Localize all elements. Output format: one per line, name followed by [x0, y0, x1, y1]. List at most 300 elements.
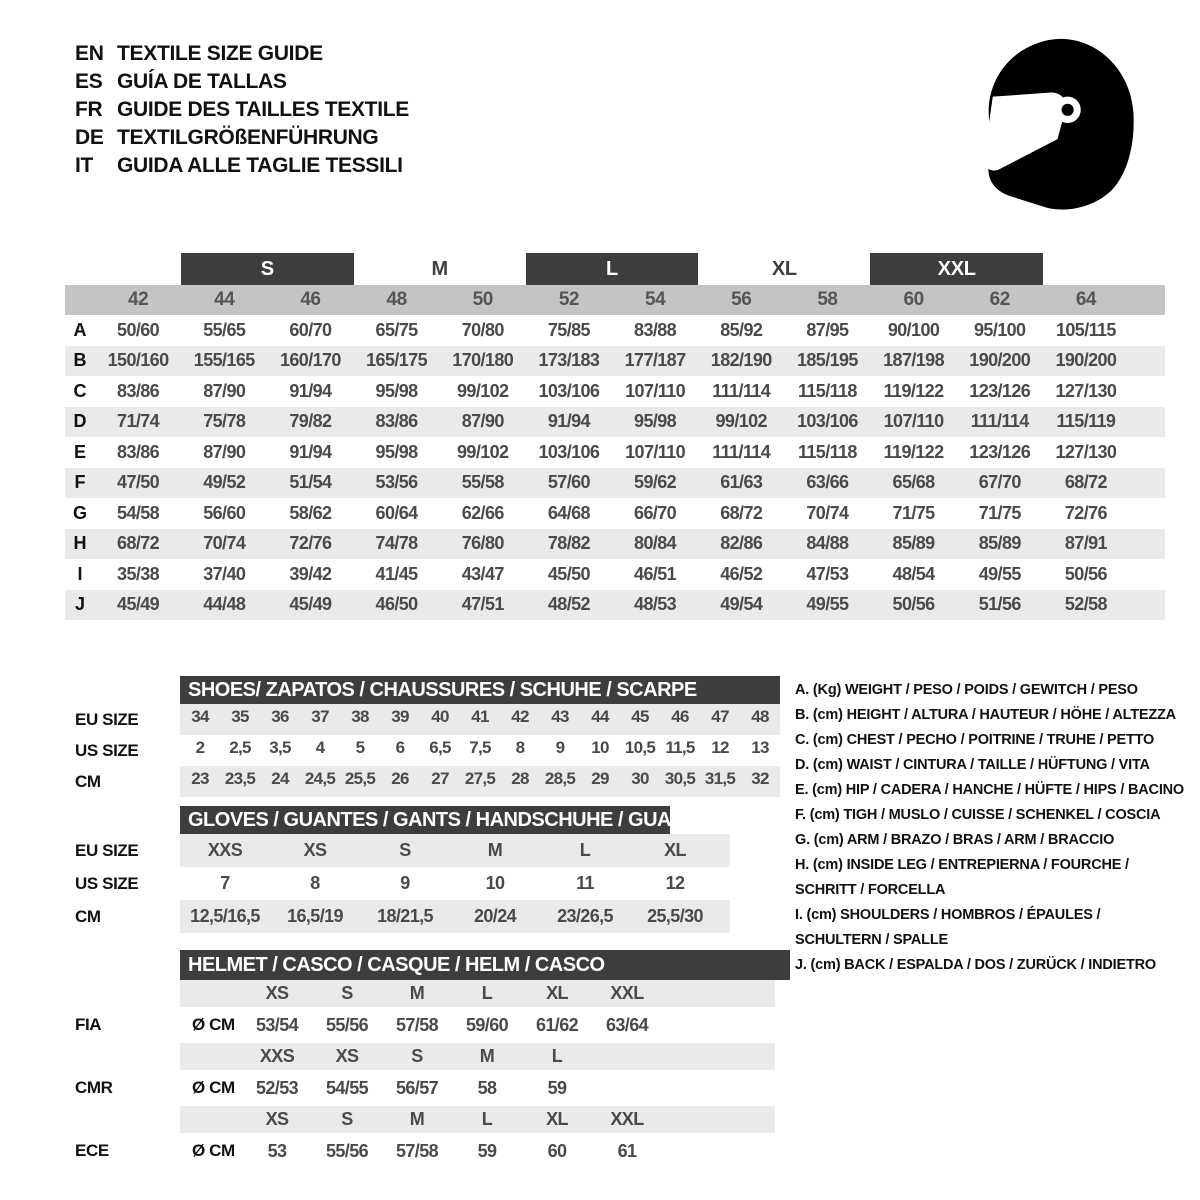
size-column-header: 44: [214, 289, 235, 310]
table-row: [180, 834, 730, 867]
language-code: IT: [75, 154, 94, 177]
size-value: 35/38: [117, 563, 160, 584]
size-value: 44/48: [203, 594, 246, 615]
value-cell: 29: [591, 768, 609, 788]
value-cell: 58: [477, 1077, 497, 1098]
size-value: 90/100: [887, 319, 940, 340]
measurement-legend: [795, 678, 1195, 978]
size-value: 64/68: [547, 502, 590, 523]
size-value: 127/130: [1055, 380, 1117, 401]
size-value: 123/126: [969, 380, 1031, 401]
measure-letter: F: [74, 472, 86, 493]
size-column-header: 42: [128, 289, 149, 310]
legend-item: [795, 753, 1195, 778]
value-cell: XS: [265, 1109, 289, 1129]
size-value: 47/51: [461, 594, 504, 615]
size-value: 107/110: [625, 441, 685, 462]
size-value: 119/122: [883, 380, 944, 401]
size-value: 111/114: [712, 441, 771, 462]
table-row: [180, 1070, 775, 1106]
value-cell: 56/57: [395, 1077, 439, 1098]
size-row-b: [65, 346, 1165, 377]
value-cell: S: [411, 1046, 423, 1066]
gloves-row-labels: [75, 834, 138, 933]
value-cell: XS: [335, 1046, 359, 1066]
value-cell: 6: [395, 737, 405, 757]
size-value: 177/187: [624, 350, 686, 371]
size-column-header: 58: [817, 289, 838, 310]
size-band-xl: XL: [771, 257, 797, 280]
value-cell: 48: [751, 706, 769, 726]
table-row: [180, 704, 780, 735]
shoes-rows: [180, 704, 780, 797]
size-value: 190/200: [969, 350, 1031, 371]
legend-line: I. (cm) SHOULDERS / HOMBROS / ÉPAULES /: [795, 907, 1101, 923]
measure-letter: D: [73, 411, 87, 432]
value-cell: 3,5: [269, 737, 291, 757]
size-value: 56/60: [203, 502, 246, 523]
language-row: [75, 68, 409, 96]
language-title: GUIDA ALLE TAGLIE TESSILI: [117, 154, 403, 177]
size-value: 160/170: [279, 350, 341, 371]
size-column-header: 54: [645, 289, 666, 310]
value-cell: S: [341, 983, 353, 1003]
row-label-us-size: US SIZE: [75, 873, 139, 893]
size-value: 65/75: [375, 319, 418, 340]
helmet-section-title: HELMET / CASCO / CASQUE / HELM / CASCO: [180, 950, 790, 980]
size-value: 76/80: [461, 533, 504, 554]
size-value: 53/56: [375, 472, 418, 493]
diameter-unit: Ø CM: [192, 1078, 235, 1097]
size-value: 75/85: [547, 319, 590, 340]
value-cell: 63/64: [605, 1014, 649, 1035]
value-cell: 23: [191, 768, 209, 788]
value-cell: 9: [400, 873, 410, 893]
racing-helmet-icon: [978, 36, 1136, 218]
value-cell: 12,5/16,5: [190, 906, 260, 926]
value-cell: 11,5: [665, 737, 695, 757]
size-value: 67/70: [978, 472, 1021, 493]
value-cell: 9: [555, 737, 565, 757]
value-cell: 13: [751, 737, 769, 757]
row-label-cmr: CMR: [75, 1078, 113, 1097]
size-value: 103/106: [538, 380, 600, 401]
size-value: 182/190: [710, 350, 772, 371]
value-cell: 7: [220, 873, 230, 893]
value-cell: 24: [271, 768, 289, 788]
legend-item: [795, 853, 1195, 903]
value-cell: M: [409, 1109, 425, 1129]
table-row: [180, 867, 730, 900]
value-cell: 37: [311, 706, 329, 726]
size-value: 155/165: [193, 350, 255, 371]
size-value: 83/86: [117, 380, 160, 401]
size-row-a: [65, 315, 1165, 346]
language-list: [75, 40, 409, 180]
size-value: 127/130: [1055, 441, 1117, 462]
value-cell: M: [409, 983, 425, 1003]
size-value: 72/76: [1064, 502, 1107, 523]
value-cell: 27: [431, 768, 449, 788]
value-cell: 25,5/30: [647, 906, 703, 926]
measure-letter: C: [73, 380, 87, 401]
value-cell: XS: [303, 840, 327, 860]
size-value: 60/64: [375, 502, 418, 523]
size-value: 91/94: [289, 380, 332, 401]
value-cell: S: [341, 1109, 353, 1129]
measure-letter: A: [73, 319, 87, 340]
legend-item: [795, 828, 1195, 853]
value-cell: 32: [751, 768, 769, 788]
value-cell: 2: [195, 737, 205, 757]
language-code: ES: [75, 70, 103, 93]
size-value: 50/56: [892, 594, 935, 615]
size-rows: [65, 315, 1165, 620]
value-cell: 26: [391, 768, 409, 788]
value-cell: 57/58: [395, 1014, 439, 1035]
size-value: 48/52: [547, 594, 590, 615]
value-cell: 53/54: [255, 1014, 299, 1035]
size-value: 46/51: [634, 563, 677, 584]
size-value: 50/60: [117, 319, 160, 340]
value-cell: 45: [631, 706, 649, 726]
legend-line: D. (cm) WAIST / CINTURA / TAILLE / HÜFTUNG / VITA: [795, 757, 1150, 773]
diameter-unit: Ø CM: [192, 1141, 235, 1160]
size-value: 55/58: [461, 472, 504, 493]
row-label-us-size: US SIZE: [75, 740, 139, 760]
size-value: 170/180: [452, 350, 514, 371]
size-value: 51/56: [978, 594, 1021, 615]
legend-line: G. (cm) ARM / BRAZO / BRAS / ARM / BRACCIO: [795, 832, 1115, 848]
measure-letter: B: [73, 350, 87, 371]
value-cell: 28: [511, 768, 529, 788]
size-value: 85/89: [978, 533, 1021, 554]
value-cell: 40: [431, 706, 449, 726]
value-cell: 7,5: [469, 737, 491, 757]
value-cell: 23/26,5: [557, 906, 613, 926]
language-title: TEXTILGRÖßENFÜHRUNG: [117, 126, 379, 149]
table-row: [180, 1043, 775, 1070]
size-value: 68/72: [1064, 472, 1107, 493]
value-cell: 10,5: [624, 737, 656, 757]
size-value: 91/94: [289, 441, 332, 462]
size-value: 46/50: [375, 594, 418, 615]
size-value: 68/72: [117, 533, 160, 554]
value-cell: 8: [515, 737, 525, 757]
gloves-rows: [180, 834, 730, 933]
size-value: 123/126: [969, 441, 1031, 462]
size-value: 105/115: [1055, 319, 1116, 340]
size-value: 70/74: [203, 533, 246, 554]
table-row: [180, 980, 775, 1007]
measure-letter: G: [72, 502, 87, 523]
size-number-row: [65, 285, 1165, 315]
value-cell: XXL: [610, 1109, 644, 1129]
row-label-blank: [75, 1106, 113, 1133]
legend-item: [795, 903, 1195, 953]
legend-line: SCHULTERN / SPALLE: [795, 932, 948, 948]
size-value: 107/110: [625, 380, 685, 401]
size-band-m: M: [431, 257, 448, 280]
size-row-c: [65, 376, 1165, 407]
legend-item: [795, 953, 1195, 978]
row-label-fia: FIA: [75, 1015, 102, 1034]
language-code: FR: [75, 98, 103, 121]
value-cell: 59/60: [465, 1014, 509, 1035]
size-value: 62/66: [461, 502, 504, 523]
legend-line: F. (cm) TIGH / MUSLO / CUISSE / SCHENKEL / COSCIA: [795, 807, 1161, 823]
size-value: 111/114: [970, 411, 1029, 432]
value-cell: S: [399, 840, 411, 860]
diameter-unit: Ø CM: [192, 1015, 235, 1034]
size-value: 99/102: [457, 441, 509, 462]
size-value: 95/98: [375, 380, 418, 401]
size-column-header: 46: [300, 289, 321, 310]
value-cell: XL: [546, 983, 568, 1003]
value-cell: L: [481, 1109, 493, 1129]
value-cell: 12: [711, 737, 729, 757]
size-value: 45/50: [547, 563, 590, 584]
size-value: 84/88: [806, 533, 849, 554]
size-value: 37/40: [203, 563, 246, 584]
size-value: 99/102: [457, 380, 509, 401]
value-cell: L: [579, 840, 591, 860]
value-cell: XS: [265, 983, 289, 1003]
size-value: 95/98: [634, 411, 677, 432]
size-row-h: [65, 529, 1165, 560]
size-value: 87/95: [806, 319, 849, 340]
size-value: 83/86: [375, 411, 418, 432]
size-value: 61/63: [720, 472, 763, 493]
value-cell: 16,5/19: [287, 906, 343, 926]
legend-line: SCHRITT / FORCELLA: [795, 882, 946, 898]
gloves-section-title: GLOVES / GUANTES / GANTS / HANDSCHUHE / GUANTI: [180, 806, 670, 834]
value-cell: 55/56: [325, 1140, 369, 1161]
legend-line: E. (cm) HIP / CADERA / HANCHE / HÜFTE / HIPS / BACINO: [795, 782, 1184, 798]
value-cell: 59: [477, 1140, 497, 1161]
value-cell: 55/56: [325, 1014, 369, 1035]
value-cell: 61: [617, 1140, 637, 1161]
value-cell: 44: [591, 706, 609, 726]
size-value: 115/118: [797, 441, 857, 462]
helmet-row-labels: [75, 980, 113, 1169]
size-value: 165/175: [366, 350, 427, 371]
size-value: 74/78: [375, 533, 418, 554]
value-cell: 10: [485, 873, 505, 893]
size-value: 63/66: [806, 472, 849, 493]
language-row: [75, 152, 409, 180]
size-value: 45/49: [117, 594, 160, 615]
value-cell: 30,5: [664, 768, 696, 788]
size-value: 119/122: [883, 441, 944, 462]
size-row-e: [65, 437, 1165, 468]
legend-item: [795, 703, 1195, 728]
size-value: 111/114: [712, 380, 771, 401]
measure-letter: I: [77, 563, 83, 584]
size-value: 87/90: [461, 411, 504, 432]
value-cell: M: [479, 1046, 495, 1066]
size-column-header: 50: [472, 289, 493, 310]
language-row: [75, 124, 409, 152]
measure-letter: H: [73, 533, 87, 554]
value-cell: XXS: [207, 840, 243, 860]
value-cell: 59: [547, 1077, 567, 1098]
language-row: [75, 40, 409, 68]
value-cell: 52/53: [255, 1077, 299, 1098]
shoes-section-title: SHOES/ ZAPATOS / CHAUSSURES / SCHUHE / SCARPE: [180, 676, 780, 704]
size-row-g: [65, 498, 1165, 529]
size-value: 68/72: [720, 502, 763, 523]
size-column-header: 48: [386, 289, 407, 310]
size-value: 107/110: [883, 411, 944, 432]
value-cell: 61/62: [535, 1014, 579, 1035]
size-value: 45/49: [289, 594, 332, 615]
size-value: 71/75: [978, 502, 1021, 523]
size-value: 66/70: [634, 502, 677, 523]
size-value: 103/106: [538, 441, 600, 462]
size-value: 78/82: [547, 533, 590, 554]
size-value: 49/54: [720, 594, 763, 615]
table-row: [180, 1133, 775, 1169]
row-label-blank: [75, 1043, 113, 1070]
size-value: 55/65: [203, 319, 246, 340]
size-column-header: 56: [731, 289, 752, 310]
language-row: [75, 96, 409, 124]
size-row-f: [65, 468, 1165, 499]
size-row-d: [65, 407, 1165, 438]
size-value: 190/200: [1055, 350, 1117, 371]
size-value: 80/84: [634, 533, 677, 554]
size-row-i: [65, 559, 1165, 590]
value-cell: 23,5: [224, 768, 256, 788]
value-cell: 47: [711, 706, 729, 726]
value-cell: 11: [576, 873, 594, 893]
value-cell: 35: [231, 706, 249, 726]
value-cell: 39: [391, 706, 409, 726]
value-cell: 31,5: [704, 768, 736, 788]
size-value: 49/55: [978, 563, 1021, 584]
size-band-l: L: [526, 253, 698, 285]
legend-line: B. (cm) HEIGHT / ALTURA / HAUTEUR / HÖHE / ALTEZZA: [795, 707, 1176, 723]
size-row-j: [65, 590, 1165, 621]
size-column-header: 60: [903, 289, 924, 310]
size-band-row: [65, 253, 1165, 285]
size-value: 39/42: [289, 563, 332, 584]
size-value: 115/118: [797, 380, 857, 401]
value-cell: XXS: [259, 1046, 295, 1066]
size-value: 48/54: [892, 563, 935, 584]
value-cell: 24,5: [304, 768, 336, 788]
size-value: 83/86: [117, 441, 160, 462]
value-cell: 10: [591, 737, 609, 757]
size-value: 85/92: [720, 319, 763, 340]
size-value: 57/60: [547, 472, 590, 493]
size-value: 150/160: [107, 350, 169, 371]
size-value: 91/94: [547, 411, 590, 432]
size-value: 83/88: [634, 319, 677, 340]
size-value: 185/195: [796, 350, 858, 371]
size-value: 51/54: [289, 472, 332, 493]
table-row: [180, 900, 730, 933]
size-value: 59/62: [634, 472, 677, 493]
size-value: 95/98: [375, 441, 418, 462]
size-value: 173/183: [538, 350, 600, 371]
size-value: 71/75: [892, 502, 935, 523]
size-value: 95/100: [974, 319, 1026, 340]
value-cell: 36: [271, 706, 289, 726]
row-label-ece: ECE: [75, 1141, 109, 1160]
size-value: 46/52: [720, 563, 763, 584]
size-value: 187/198: [883, 350, 944, 371]
size-value: 50/56: [1064, 563, 1107, 584]
row-label-blank: [75, 980, 113, 1007]
size-value: 47/53: [806, 563, 849, 584]
value-cell: 18/21,5: [377, 906, 433, 926]
size-value: 49/55: [806, 594, 849, 615]
language-title: TEXTILE SIZE GUIDE: [117, 42, 323, 65]
value-cell: 43: [551, 706, 569, 726]
value-cell: 46: [671, 706, 689, 726]
size-value: 72/76: [289, 533, 332, 554]
value-cell: XL: [546, 1109, 568, 1129]
language-title: GUÍA DE TALLAS: [117, 70, 287, 93]
helmet-rows: [180, 980, 775, 1169]
value-cell: 53: [267, 1140, 287, 1161]
value-cell: 25,5: [344, 768, 376, 788]
size-value: 54/58: [117, 502, 160, 523]
value-cell: 57/58: [395, 1140, 439, 1161]
size-value: 58/62: [289, 502, 332, 523]
size-value: 71/74: [117, 411, 160, 432]
row-label-eu-size: EU SIZE: [75, 840, 139, 860]
legend-item: [795, 803, 1195, 828]
size-value: 82/86: [720, 533, 763, 554]
size-value: 115/119: [1056, 411, 1116, 432]
legend-line: J. (cm) BACK / ESPALDA / DOS / ZURÜCK / INDIETRO: [795, 957, 1156, 973]
size-value: 75/78: [203, 411, 246, 432]
legend-line: A. (Kg) WEIGHT / PESO / POIDS / GEWITCH / PESO: [795, 682, 1138, 698]
size-value: 48/53: [634, 594, 677, 615]
legend-line: C. (cm) CHEST / PECHO / POITRINE / TRUHE / PETTO: [795, 732, 1155, 748]
value-cell: 20/24: [473, 906, 517, 926]
value-cell: 30: [631, 768, 649, 788]
value-cell: 34: [191, 706, 209, 726]
value-cell: 38: [351, 706, 369, 726]
size-value: 99/102: [715, 411, 767, 432]
table-row: [180, 735, 780, 766]
measure-letter: J: [74, 594, 85, 615]
size-value: 49/52: [203, 472, 246, 493]
size-value: 87/90: [203, 380, 246, 401]
legend-item: [795, 678, 1195, 703]
size-value: 52/58: [1064, 594, 1107, 615]
value-cell: XL: [664, 840, 686, 860]
table-row: [180, 766, 780, 797]
value-cell: 12: [665, 873, 685, 893]
language-code: EN: [75, 42, 104, 65]
language-title: GUIDE DES TAILLES TEXTILE: [117, 98, 409, 121]
size-band-s: S: [181, 253, 353, 285]
size-value: 43/47: [461, 563, 504, 584]
value-cell: 28,5: [544, 768, 576, 788]
table-row: [180, 1007, 775, 1043]
row-label-cm: CM: [75, 906, 101, 926]
value-cell: 6,5: [429, 737, 451, 757]
row-label-eu-size: EU SIZE: [75, 709, 139, 729]
size-column-header: 52: [558, 289, 579, 310]
measure-letter: E: [73, 441, 86, 462]
size-value: 87/90: [203, 441, 246, 462]
